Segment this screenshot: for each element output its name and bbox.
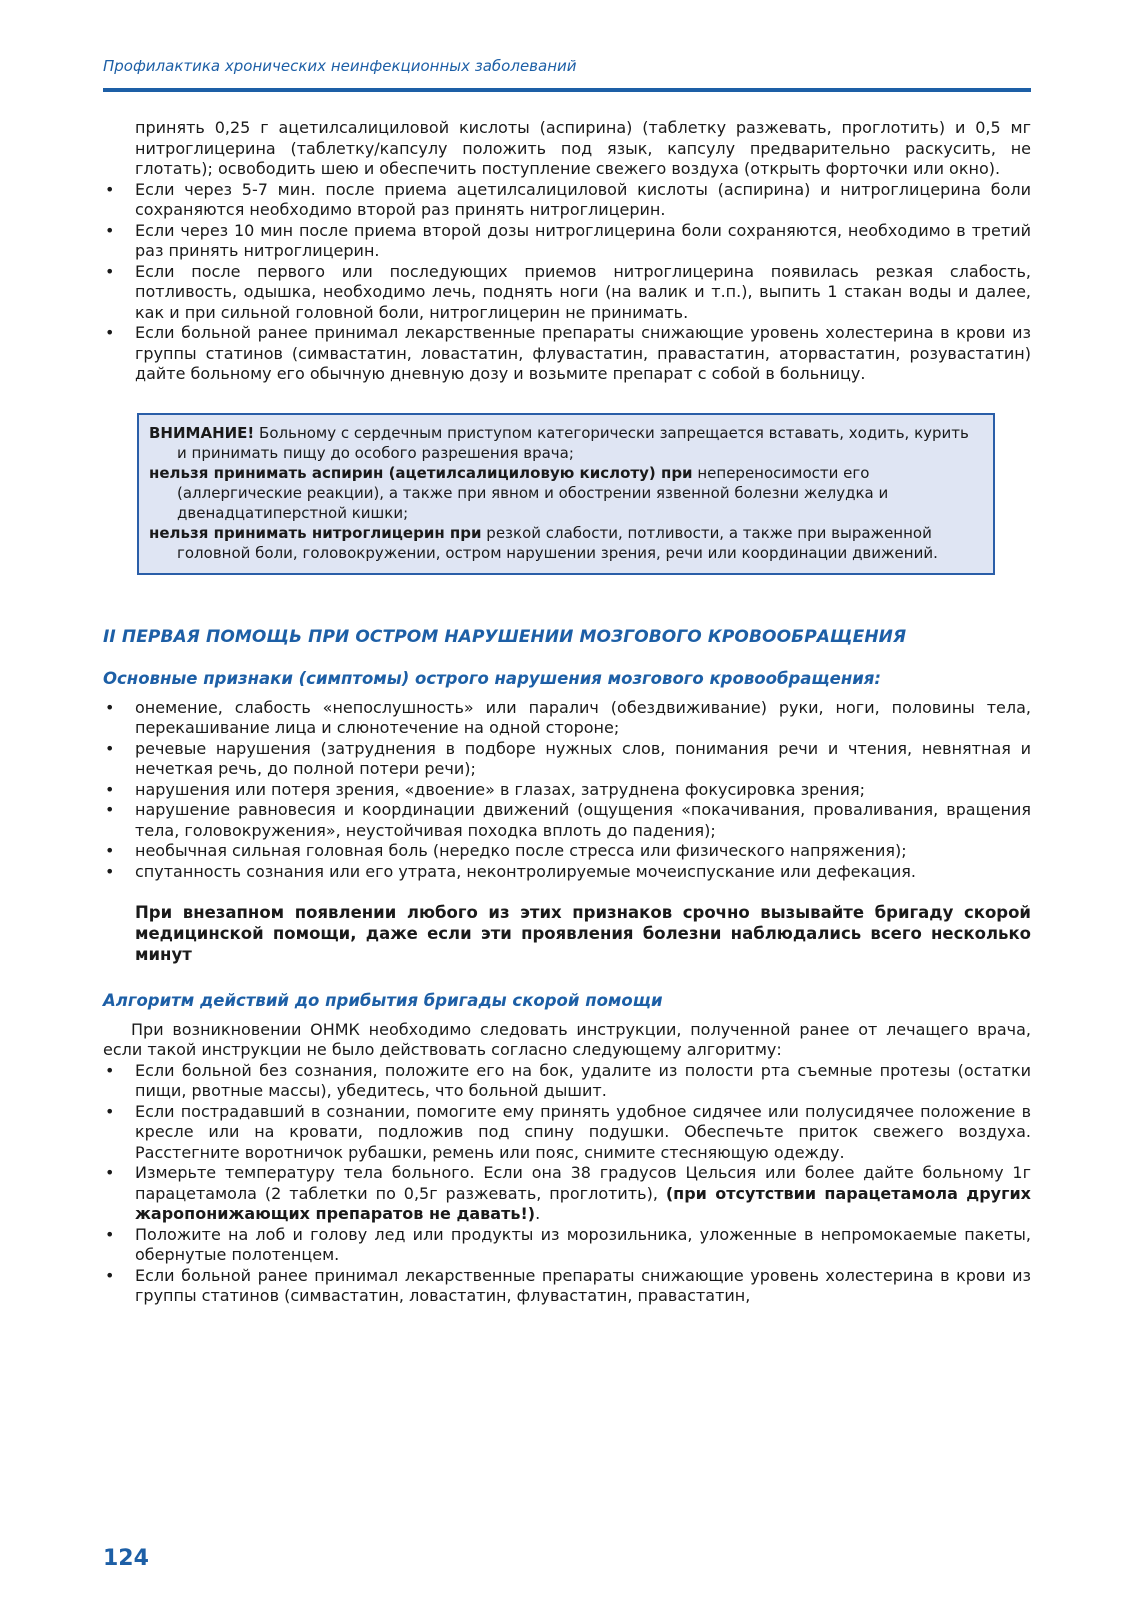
- list-item: • Если через 10 мин после приема второй дозы нитроглицерина боли сохраняются, необходимо в третий раз принять нитроглицерин.: [103, 221, 1031, 262]
- symptoms-list: [103, 698, 1031, 883]
- attention-text: непереносимости его (аллергические реакции), а также при явном и обострении язвенной болезни желудка и двенадцатиперстной кишки;: [177, 463, 889, 522]
- attention-box: [137, 413, 995, 575]
- instructions-list: [103, 180, 1031, 385]
- list-item: • Положите на лоб и голову лед или продукты из морозильника, уложенные в непромокаемые пакеты, обернутые полотенцем.: [103, 1225, 1031, 1266]
- list-item: • речевые нарушения (затруднения в подборе нужных слов, понимания речи и чтения, невнятная и нечеткая речь, до полной потери речи);: [103, 739, 1031, 780]
- header-divider: [103, 88, 1031, 92]
- attention-item: [149, 463, 979, 523]
- algorithm-list: [103, 1061, 1031, 1307]
- attention-label: ВНИМАНИЕ!: [149, 423, 255, 442]
- attention-label: нельзя принимать аспирин (ацетилсалициловую кислоту) при: [149, 463, 693, 482]
- running-title: Профилактика хронических неинфекционных заболеваний: [103, 57, 577, 75]
- list-item-text: Измерьте температуру тела больного. Если она 38 градусов Цельсия или более дайте больному 1г парацетамола (2 таблетки по 0,5г разжевать, проглотить),: [135, 1163, 1031, 1203]
- attention-label: нельзя принимать нитроглицерин при: [149, 523, 482, 542]
- continued-paragraph: принять 0,25 г ацетилсалициловой кислоты (аспирина) (таблетку разжевать, проглотить) и 0,5 мг нитроглицерина (таблетку/капсулу положить под язык, капсулу предварительно раскусить, не глотать); освободить шею и обеспечить поступление свежего воздуха (открыть форточки или окно).: [135, 118, 1031, 178]
- list-item: • необычная сильная головная боль (нередко после стресса или физического напряжения);: [103, 841, 1031, 862]
- list-item-emphasis: (при отсутствии парацетамола других жаропонижающих препаратов не давать!): [135, 1183, 1031, 1223]
- attention-text: Больному с сердечным приступом категорически запрещается вставать, ходить, курить и принимать пищу до особого разрешения врача;: [177, 423, 969, 462]
- list-item: • Если больной без сознания, положите его на бок, удалите из полости рта съемные протезы (остатки пищи, рвотные массы), убедитесь, что больной дышит.: [103, 1061, 1031, 1102]
- attention-text: резкой слабости, потливости, а также при выраженной головной боли, головокружении, остром нарушении зрения, речи или координации движений.: [177, 523, 938, 562]
- list-item: • нарушения или потеря зрения, «двоение» в глазах, затруднена фокусировка зрения;: [103, 780, 1031, 801]
- list-item: • Если пострадавший в сознании, помогите ему принять удобное сидячее или полусидячее положение в кресле или на кровати, подложив под спину подушки. Обеспечьте приток свежего воздуха. Расстегните воротничок рубашки, ремень или пояс, снимите стесняющую одежду.: [103, 1102, 1031, 1164]
- section-heading: II ПЕРВАЯ ПОМОЩЬ ПРИ ОСТРОМ НАРУШЕНИИ МОЗГОВОГО КРОВООБРАЩЕНИЯ: [103, 626, 907, 647]
- algorithm-heading: Алгоритм действий до прибытия бригады скорой помощи: [103, 991, 663, 1010]
- list-item: • нарушение равновесия и координации движений (ощущения «покачивания, проваливания, вращения тела, головокружения», неустойчивая походка вплоть до падения);: [103, 800, 1031, 841]
- list-item: • Если после первого или последующих приемов нитроглицерина появилась резкая слабость, потливость, одышка, необходимо лечь, поднять ноги (на валик и т.п.), выпить 1 стакан воды и далее, как и при сильной головной боли, нитроглицерин не принимать.: [103, 262, 1031, 324]
- list-item: • Если через 5-7 мин. после приема ацетилсалициловой кислоты (аспирина) и нитроглицерина боли сохраняются необходимо второй раз принять нитроглицерин.: [103, 180, 1031, 221]
- attention-item: [149, 423, 979, 463]
- emergency-warning: При внезапном появлении любого из этих признаков срочно вызывайте бригаду скорой медицинской помощи, даже если эти проявления болезни наблюдались всего несколько минут: [135, 903, 1031, 964]
- list-item: • спутанность сознания или его утрата, неконтролируемые мочеиспускание или дефекация.: [103, 862, 1031, 883]
- list-item-end: .: [535, 1204, 541, 1223]
- list-item: • онемение, слабость «непослушность» или паралич (обездвиживание) руки, ноги, половины тела, перекашивание лица и слюнотечение на одной стороне;: [103, 698, 1031, 739]
- list-item: • Если больной ранее принимал лекарственные препараты снижающие уровень холестерина в крови из группы статинов (симвастатин, ловастатин, флувастатин, правастатин, аторвастатин, розувастатин) дайте больному его обычную дневную дозу и возьмите препарат с собой в больницу.: [103, 323, 1031, 385]
- algorithm-intro: При возникновении ОНМК необходимо следовать инструкции, полученной ранее от лечащего врача, если такой инструкции не было действовать согласно следующему алгоритму:: [103, 1019, 1031, 1059]
- attention-item: [149, 523, 979, 563]
- page-content: [103, 118, 1031, 1307]
- list-item: [103, 1163, 1031, 1225]
- page-number: 124: [103, 1546, 149, 1571]
- list-item: • Если больной ранее принимал лекарственные препараты снижающие уровень холестерина в крови из группы статинов (симвастатин, ловастатин, флувастатин, правастатин,: [103, 1266, 1031, 1307]
- symptoms-heading: Основные признаки (симптомы) острого нарушения мозгового кровообращения:: [103, 669, 881, 688]
